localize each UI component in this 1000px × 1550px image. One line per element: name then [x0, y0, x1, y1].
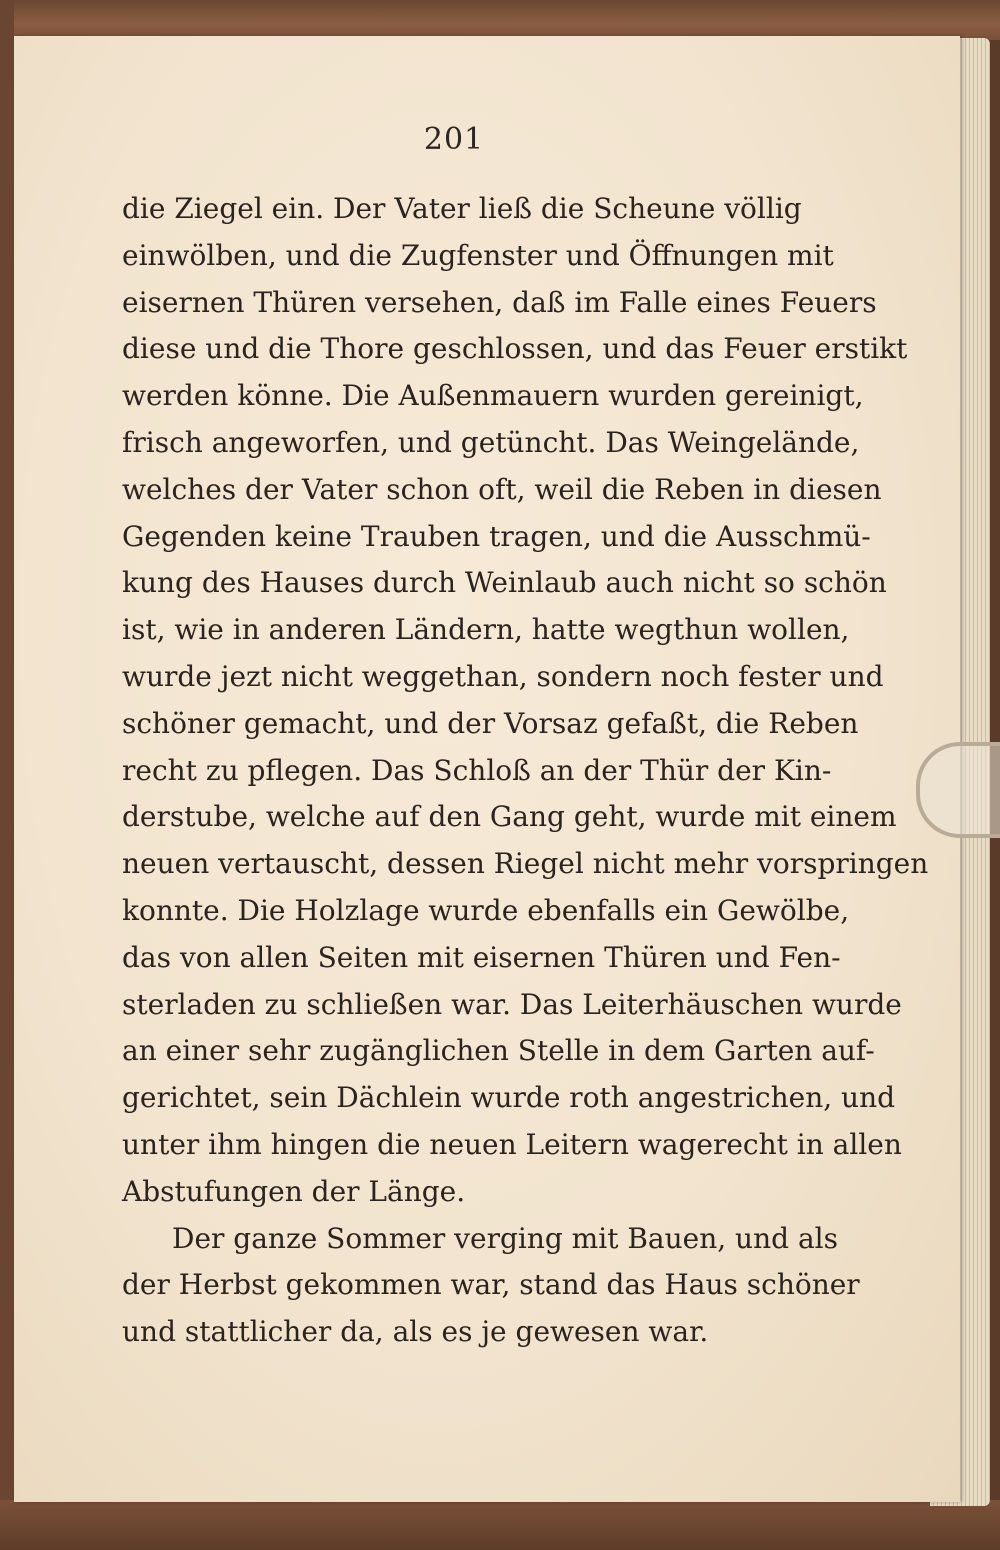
book-cover-bottom-edge — [0, 1500, 1000, 1550]
text-line: unter ihm hingen die neuen Leitern wagerecht in allen — [122, 1127, 902, 1161]
text-line: schöner gemacht, und der Vorsaz gefaßt, die Reben — [122, 706, 859, 740]
text-line: kung des Hauses durch Weinlaub auch nicht so schön — [122, 566, 887, 600]
page-number: 201 — [423, 122, 485, 157]
text-line: gerichtet, sein Dächlein wurde roth angestrichen, und — [122, 1081, 896, 1115]
text-line: an einer sehr zugänglichen Stelle in dem Garten auf- — [122, 1034, 875, 1068]
text-line: werden könne. Die Außenmauern wurden gereinigt, — [122, 379, 864, 413]
text-line: recht zu pflegen. Das Schloß an der Thür der Kin- — [122, 753, 832, 787]
text-line: die Ziegel ein. Der Vater ließ die Scheune völlig — [122, 192, 802, 225]
text-line: neuen vertauscht, dessen Riegel nicht mehr vorspringen — [122, 847, 929, 881]
text-line: eisernen Thüren versehen, daß im Falle eines Feuers — [122, 285, 877, 319]
paragraph-start-line: Der ganze Sommer verging mit Bauen, und als — [172, 1221, 838, 1255]
body-text — [122, 186, 929, 1356]
text-line: Gegenden keine Trauben tragen, und die Ausschmü- — [122, 519, 871, 553]
text-line: einwölben, und die Zugfenster und Öffnungen mit — [122, 238, 834, 272]
text-line: welches der Vater schon oft, weil die Reben in diesen — [122, 472, 882, 506]
paragraph-end-line: und stattlicher da, als es je gewesen war. — [122, 1315, 709, 1349]
paragraph-end-line: Abstufungen der Länge. — [122, 1174, 466, 1208]
book-page — [14, 36, 960, 1502]
text-line: ist, wie in anderen Ländern, hatte wegthun wollen, — [122, 613, 850, 647]
text-line: das von allen Seiten mit eisernen Thüren und Fen- — [122, 940, 841, 974]
text-line: derstube, welche auf den Gang geht, wurde mit einem — [122, 800, 897, 834]
book-cover-top-edge — [0, 0, 1000, 40]
text-line: der Herbst gekommen war, stand das Haus schöner — [122, 1268, 860, 1302]
text-line: diese und die Thore geschlossen, und das Feuer erstikt — [122, 332, 908, 366]
text-line: wurde jezt nicht weggethan, sondern noch fester und — [122, 659, 884, 693]
text-line: konnte. Die Holzlage wurde ebenfalls ein Gewölbe, — [122, 893, 850, 927]
text-line: sterladen zu schließen war. Das Leiterhäuschen wurde — [122, 987, 902, 1021]
text-line: frisch angeworfen, und getüncht. Das Weingelände, — [122, 425, 860, 459]
book-clasp — [916, 742, 1000, 838]
book-cover-left-edge — [0, 0, 14, 1550]
